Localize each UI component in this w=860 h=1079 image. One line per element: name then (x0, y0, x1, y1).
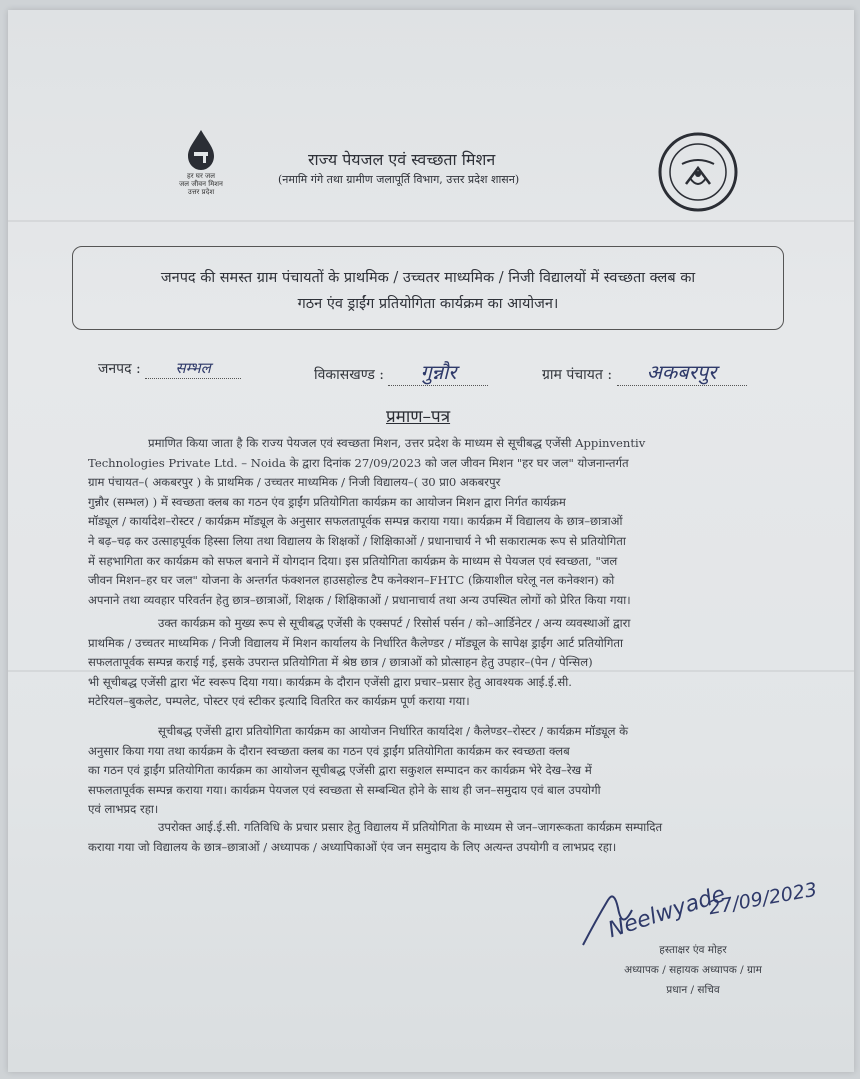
para3-line: अनुसार किया गया तथा कार्यक्रम के दौरान स्वच्छता क्लब का गठन एवं ड्राईंग प्रतियोगिता कार्यक्रम कर स्वच्छता क्लब (88, 743, 570, 758)
logo-text-2: जल जीवन मिशन (179, 180, 223, 188)
panchayat-field (542, 358, 747, 386)
para2-line: उक्त कार्यक्रम को मुख्य रूप से सूचीबद्ध एजेंसी के एक्सपर्ट / रिसोर्स पर्सन / को–आर्डिनेटर / अन्य व्यवस्थाओं द्वारा (158, 616, 631, 630)
para1-line: गुन्नौर (सम्भल) ) में स्वच्छता क्लब का गठन एंव ड्राईंग प्रतियोगिता कार्यक्रम का आयोजन मिशन द्वारा निर्गत कार्यक्रम (88, 494, 566, 509)
block-field (314, 358, 488, 386)
para1-line: ने बढ़–चढ़ कर उत्साहपूर्वक हिस्सा लिया तथा विद्यालय के शिक्षकों / शिक्षिकाओं / प्रधानाचार्य ने भी सकारात्मक रूप से प्रतियोगिता (88, 533, 626, 548)
panchayat-value: अकबरपुर (646, 360, 717, 384)
district-label: जनपद : (98, 361, 141, 377)
logo-text-3: उत्तर प्रदेश (187, 188, 215, 196)
para2-line: सफलतापूर्वक सम्पन्न कराई गई, इसके उपरान्त प्रतियोगिता में श्रेष्ठ छात्र / छात्राओं को प्रोत्साहन हेतु उपहार–(पेन / पेन्सिल) (88, 655, 593, 670)
para1-line: जीवन मिशन–हर घर जल" योजना के अन्तर्गत फंक्शनल हाउसहोल्ड टैप कनेक्शन–FHTC (क्रियाशील घरेलू नल कनेक्शन) को (88, 573, 615, 588)
para2-line: भी सूचीबद्ध एजेंसी द्वारा भेंट स्वरूप दिया गया। कार्यक्रम के दौरान एजेंसी द्वारा प्रचार–प्रसार हेतु आवश्यक आई.ई.सी. (88, 674, 572, 689)
subject-box (72, 246, 784, 330)
para1-line: मॉड्यूल / कार्यादेश–रोस्टर / कार्यक्रम मॉड्यूल के अनुसार सफलतापूर्वक सम्पन्न कराया गया। कार्यक्रम में विद्यालय के छात्र–छात्राओं (88, 514, 623, 529)
header-title: राज्य पेयजल एवं स्वच्छता मिशन (308, 150, 496, 169)
district-value: सम्भल (175, 359, 211, 377)
signature-label-3: प्रधान / सचिव (666, 984, 720, 996)
emblem-icon (656, 130, 740, 214)
para3-line: का गठन एवं ड्राईंग प्रतियोगिता कार्यक्रम का आयोजन सूचीबद्ध एजेंसी द्वारा सकुशल सम्पादन कर कार्यक्रम भेरे देख–रेख में (88, 763, 592, 778)
para3-line: सफलतापूर्वक सम्पन्न कराया गया। कार्यक्रम पेयजल एवं स्वच्छता से सम्बन्धित होने के साथ ही जन–समुदाय एवं बाल उपयोगी (88, 782, 601, 797)
para1-line: अपनाने तथा व्यवहार परिवर्तन हेतु छात्र–छात्राओं, शिक्षक / शिक्षिकाओं / प्रधानाचार्य तथा अन्य उपस्थित लोगों को प्रेरित किया गया। (88, 592, 631, 607)
certificate-title: प्रमाण–पत्र (386, 407, 451, 427)
up-state-emblem (656, 130, 740, 214)
logo-text-1: हर घर जल (187, 172, 215, 180)
signature-label-2: अध्यापक / सहायक अध्यापक / ग्राम (624, 964, 762, 976)
block-value: गुन्नौर (420, 360, 457, 384)
para3-line: सूचीबद्ध एजेंसी द्वारा प्रतियोगिता कार्यक्रम का आयोजन निर्धारित कार्यादेश / कैलेण्डर–रोस्टर / कार्यक्रम मॉड्यूल के (158, 724, 629, 738)
block-label: विकासखण्ड : (314, 367, 385, 383)
district-field (98, 358, 241, 379)
paragraph-2 (88, 614, 784, 712)
har-ghar-jal-logo (166, 128, 236, 218)
signature-date: 27/09/2023 (706, 878, 819, 920)
subject-line-1: जनपद की समस्त ग्राम पंचायतों के प्राथमिक / उच्चतर माध्यमिक / निजी विद्यालयों में स्वच्छता क्लब का (160, 270, 696, 286)
paragraph-4 (88, 818, 784, 857)
para4-line: कराया गया जो विद्यालय के छात्र–छात्राओं / अध्यापक / अध्यापिकाओं एंव जन समुदाय के लिए अत्यन्त उपयोगी व लाभप्रद रहा। (88, 839, 617, 854)
para2-line: मटेरियल–बुकलेट, पम्पलेट, पोस्टर एवं स्टीकर इत्यादि वितरित कर कार्यक्रम पूर्ण कराया गया। (88, 694, 470, 709)
para1-line: ग्राम पंचायत–( अकबरपुर ) के प्राथमिक / उच्चतर माध्यमिक / निजी विद्यालय–( उ0 प्रा0 अकबरपुर (88, 475, 501, 490)
para4-line: उपरोक्त आई.ई.सी. गतिविधि के प्रचार प्रसार हेतु विद्यालय में प्रतियोगिता के माध्यम से जन–जागरूकता कार्यक्रम सम्पादित (158, 820, 663, 834)
paragraph-1 (88, 434, 784, 610)
paper-fold (8, 220, 854, 222)
subject-line-2: गठन एंव ड्राईंग प्रतियोगिता कार्यक्रम का आयोजन। (297, 296, 559, 312)
certificate-page (8, 10, 854, 1072)
para3-line: एवं लाभप्रद रहा। (88, 802, 159, 817)
water-drop-icon (184, 128, 218, 172)
para1-line: प्रमाणित किया जाता है कि राज्य पेयजल एवं स्वच्छता मिशन, उत्तर प्रदेश के माध्यम से सूचीबद्ध एजेंसी Appinventiv (148, 436, 646, 450)
para1-line: Technologies Private Ltd. – Noida के द्वारा दिनांक 27/09/2023 को जल जीवन मिशन "हर घर जल" योजनान्तर्गत (88, 455, 629, 470)
signature-labels (593, 940, 793, 1000)
signature-label-1: हस्ताक्षर एंव मोहर (659, 944, 727, 956)
panchayat-label: ग्राम पंचायत : (542, 367, 613, 383)
para1-line: में सहभागिता कर कार्यक्रम को सफल बनाने में योगदान दिया। इस प्रतियोगिता कार्यक्रम के माध्यम से पेयजल एवं स्वच्छता, "जल (88, 553, 618, 568)
para2-line: प्राथमिक / उच्चतर माध्यमिक / निजी विद्यालय में मिशन कार्यालय के निर्धारित कैलेण्डर / मॉड्यूल के सापेक्ष ड्राईंग आर्ट प्रतियोगिता (88, 635, 623, 650)
paragraph-3 (88, 722, 784, 820)
signature-name: Neelwyade (605, 881, 729, 944)
header-subtitle: (नमामि गंगे तथा ग्रामीण जलापूर्ति विभाग, उत्तर प्रदेश शासन) (278, 173, 520, 186)
